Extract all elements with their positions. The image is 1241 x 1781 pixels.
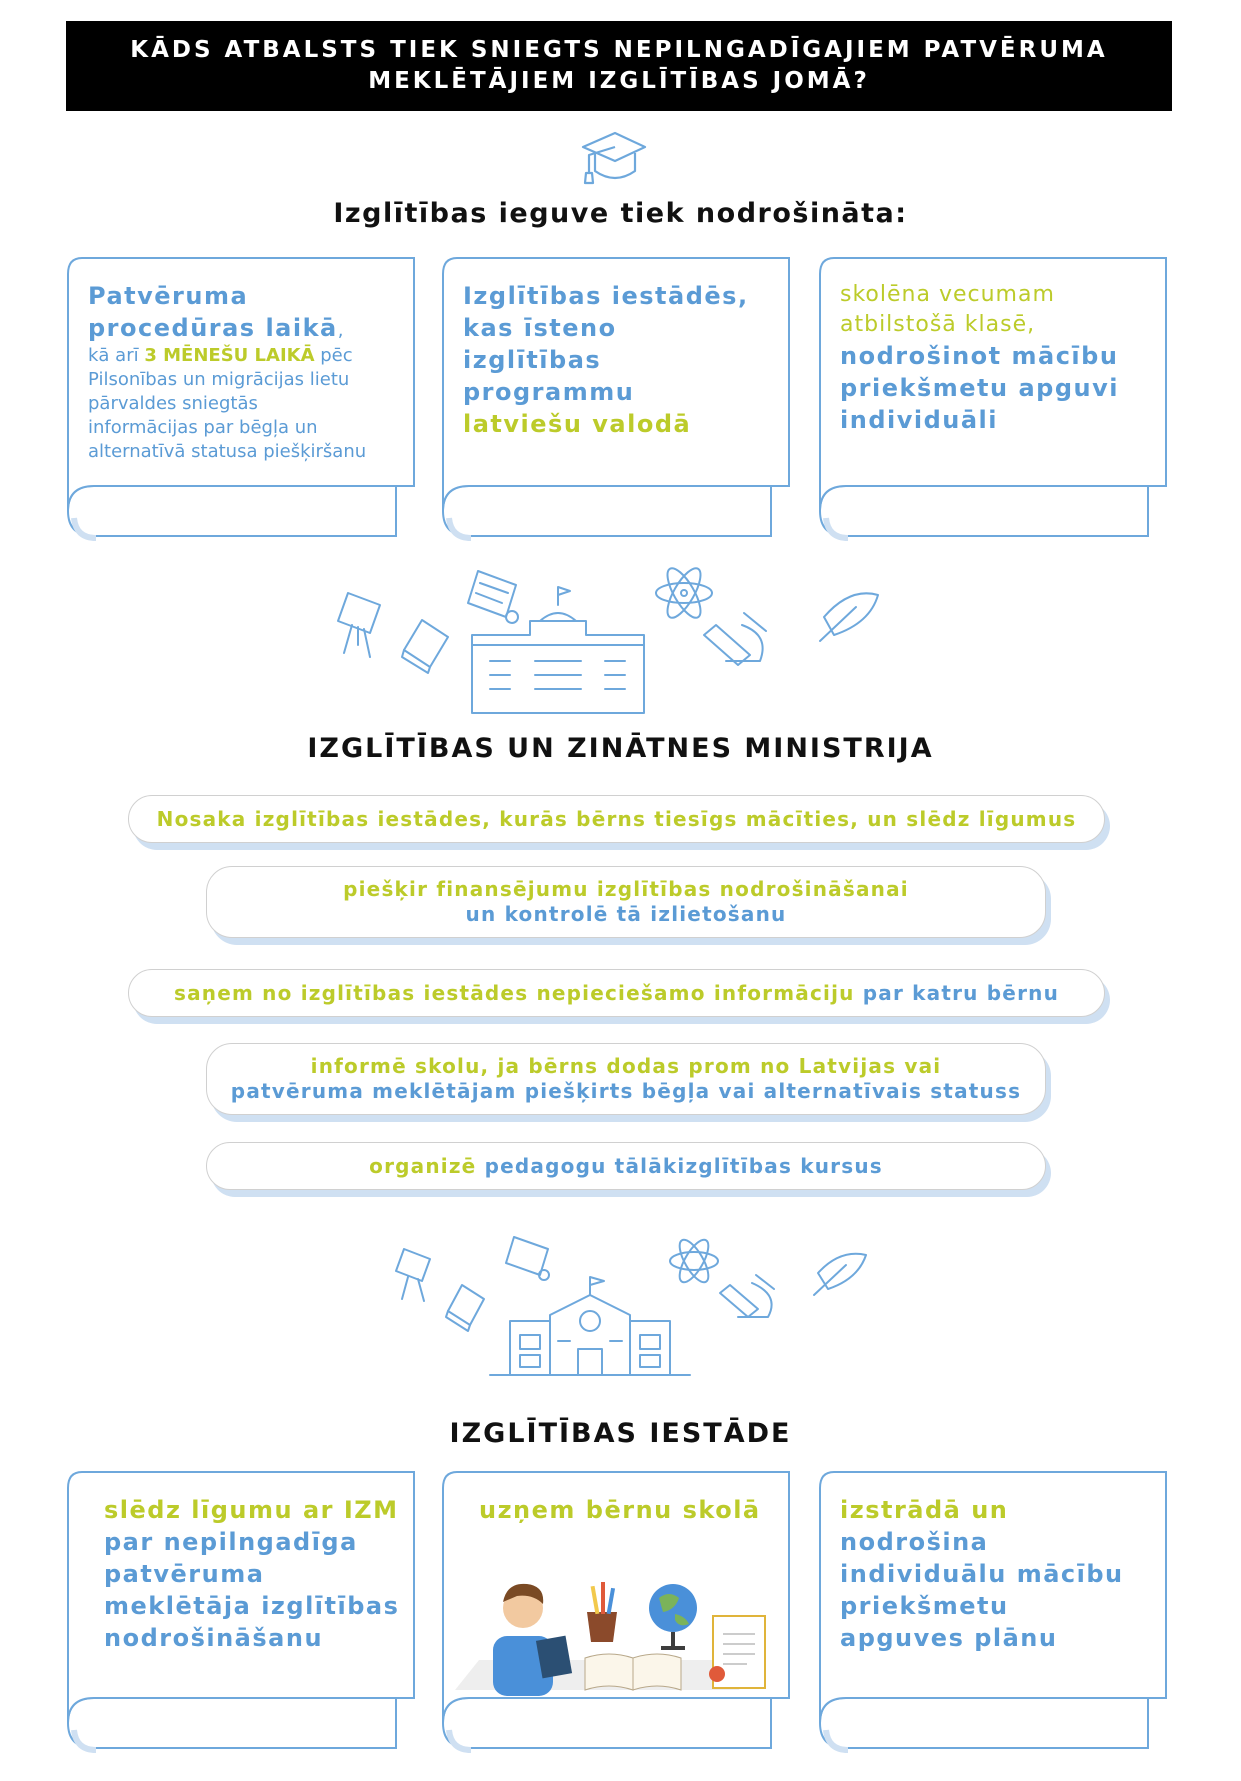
- institution-card-contract: [66, 1470, 416, 1755]
- diploma-scroll-icon: [468, 571, 518, 623]
- inst-card3-line-2: nodrošina: [840, 1528, 989, 1556]
- atom-icon: [670, 1236, 718, 1287]
- inst-card1-line-2: par nepilngadīga: [104, 1528, 358, 1556]
- easel-icon: [338, 593, 380, 657]
- certificate-icon: [709, 1616, 765, 1688]
- card2-line-4: programmu: [463, 378, 635, 406]
- card1-line-3: Pilsonības un migrācijas lietu: [88, 369, 350, 390]
- ministry-item-5-green: organizē: [369, 1153, 477, 1178]
- card2-line-5: latviešu valodā: [463, 410, 692, 438]
- inst-card2-line-1: uzņem bērnu skolā: [479, 1496, 761, 1524]
- ministry-item-3: [128, 969, 1105, 1017]
- card1-line-5: informācijas par bēgļa un: [88, 417, 318, 438]
- institution-heading: IZGLĪTĪBAS IESTĀDE: [449, 1418, 792, 1449]
- book-icon: [402, 620, 448, 673]
- card3-line-5: individuāli: [840, 406, 999, 434]
- school-illustration: [390, 1225, 870, 1385]
- globe-icon: [649, 1584, 697, 1648]
- card1-highlight: 3 MĒNEŠU LAIKĀ: [144, 345, 315, 366]
- ministry-item-4-line-1: informē skolu, ja bērns dodas prom no Latvijas vai: [310, 1054, 942, 1078]
- student-illustration: [449, 1550, 779, 1700]
- microscope-icon: [720, 1275, 774, 1317]
- card1-line-6: alternatīvā statusa piešķiršanu: [88, 441, 367, 462]
- open-book-icon: [585, 1654, 681, 1690]
- education-card-class: [818, 256, 1168, 541]
- microscope-icon: [704, 613, 766, 665]
- education-card-asylum-procedure: [66, 256, 416, 541]
- pencil-cup-icon: [587, 1582, 617, 1642]
- card1-post: pēc: [314, 345, 353, 366]
- school-building-icon: [490, 1277, 690, 1375]
- card3-line-2: atbilstošā klasē,: [840, 312, 1036, 337]
- card1-line-4: pārvaldes sniegtās: [88, 393, 258, 414]
- card3-line-3: nodrošinot mācību: [840, 342, 1119, 370]
- feather-quill-icon: [814, 1254, 866, 1295]
- inst-card1-line-1: slēdz līgumu ar IZM: [104, 1496, 399, 1524]
- ministry-item-4-line-2: patvēruma meklētājam piešķirts bēgļa vai alternatīvais statuss: [230, 1079, 1022, 1103]
- ministry-item-5-blue: pedagogu tālākizglītības kursus: [476, 1153, 883, 1178]
- card1-title-line-1: Patvēruma: [88, 282, 249, 310]
- card3-line-1: skolēna vecumam: [840, 282, 1055, 307]
- ministry-item-2-line-1: piešķir finansējumu izglītības nodrošināšanai: [343, 877, 909, 901]
- inst-card1-line-5: nodrošināšanu: [104, 1624, 324, 1652]
- ministry-heading: IZGLĪTĪBAS UN ZINĀTNES MINISTRIJA: [307, 733, 934, 764]
- education-card-institutions: [441, 256, 791, 541]
- inst-card1-line-4: meklētāja izglītības: [104, 1592, 400, 1620]
- government-building-icon: [472, 587, 644, 713]
- institution-card-plan: [818, 1470, 1168, 1755]
- ministry-item-3-green: saņem no izglītības iestādes nepieciešamo informāciju: [173, 980, 855, 1005]
- card3-line-4: priekšmetu apguvi: [840, 374, 1119, 402]
- book-icon: [446, 1285, 484, 1331]
- ministry-item-4: [206, 1043, 1046, 1115]
- card1-title-line-2: procedūras laikā: [88, 314, 338, 342]
- page-title-line-2: MEKLĒTĀJIEM IZGLĪTĪBAS JOMĀ?: [368, 68, 870, 94]
- card2-line-2: kas īsteno: [463, 314, 617, 342]
- inst-card3-line-5: apguves plānu: [840, 1624, 1058, 1652]
- ministry-item-5: [206, 1142, 1046, 1190]
- ministry-item-2-line-2: un kontrolē tā izlietošanu: [465, 902, 787, 926]
- diploma-scroll-icon: [506, 1237, 549, 1280]
- card1-comma: ,: [337, 320, 344, 341]
- ministry-illustration: [330, 565, 900, 715]
- ministry-item-2: [206, 866, 1046, 938]
- inst-card3-line-1: izstrādā un: [840, 1496, 1009, 1524]
- ministry-item-3-blue: par katru bērnu: [854, 980, 1060, 1005]
- inst-card3-line-4: priekšmetu: [840, 1592, 1009, 1620]
- page-title-banner: [66, 21, 1172, 111]
- inst-card1-line-3: patvēruma: [104, 1560, 265, 1588]
- easel-icon: [396, 1249, 430, 1301]
- graduation-cap-icon: [575, 125, 649, 189]
- page-title-line-1: KĀDS ATBALSTS TIEK SNIEGTS NEPILNGADĪGAJIEM PATVĒRUMA: [130, 37, 1108, 63]
- ministry-item-1-text: Nosaka izglītības iestādes, kurās bērns tiesīgs mācīties, un slēdz līgumus: [156, 806, 1077, 831]
- inst-card3-line-3: individuālu mācību: [840, 1560, 1124, 1588]
- education-heading: Izglītības ieguve tiek nodrošināta:: [333, 198, 908, 229]
- ministry-item-1: [128, 795, 1105, 843]
- card2-line-3: izglītības: [463, 346, 602, 374]
- institution-card-admission: [441, 1470, 791, 1755]
- feather-quill-icon: [820, 593, 878, 641]
- card1-pre: kā arī: [88, 345, 145, 366]
- card2-line-1: Izglītības iestādēs,: [463, 282, 749, 310]
- atom-icon: [656, 565, 712, 622]
